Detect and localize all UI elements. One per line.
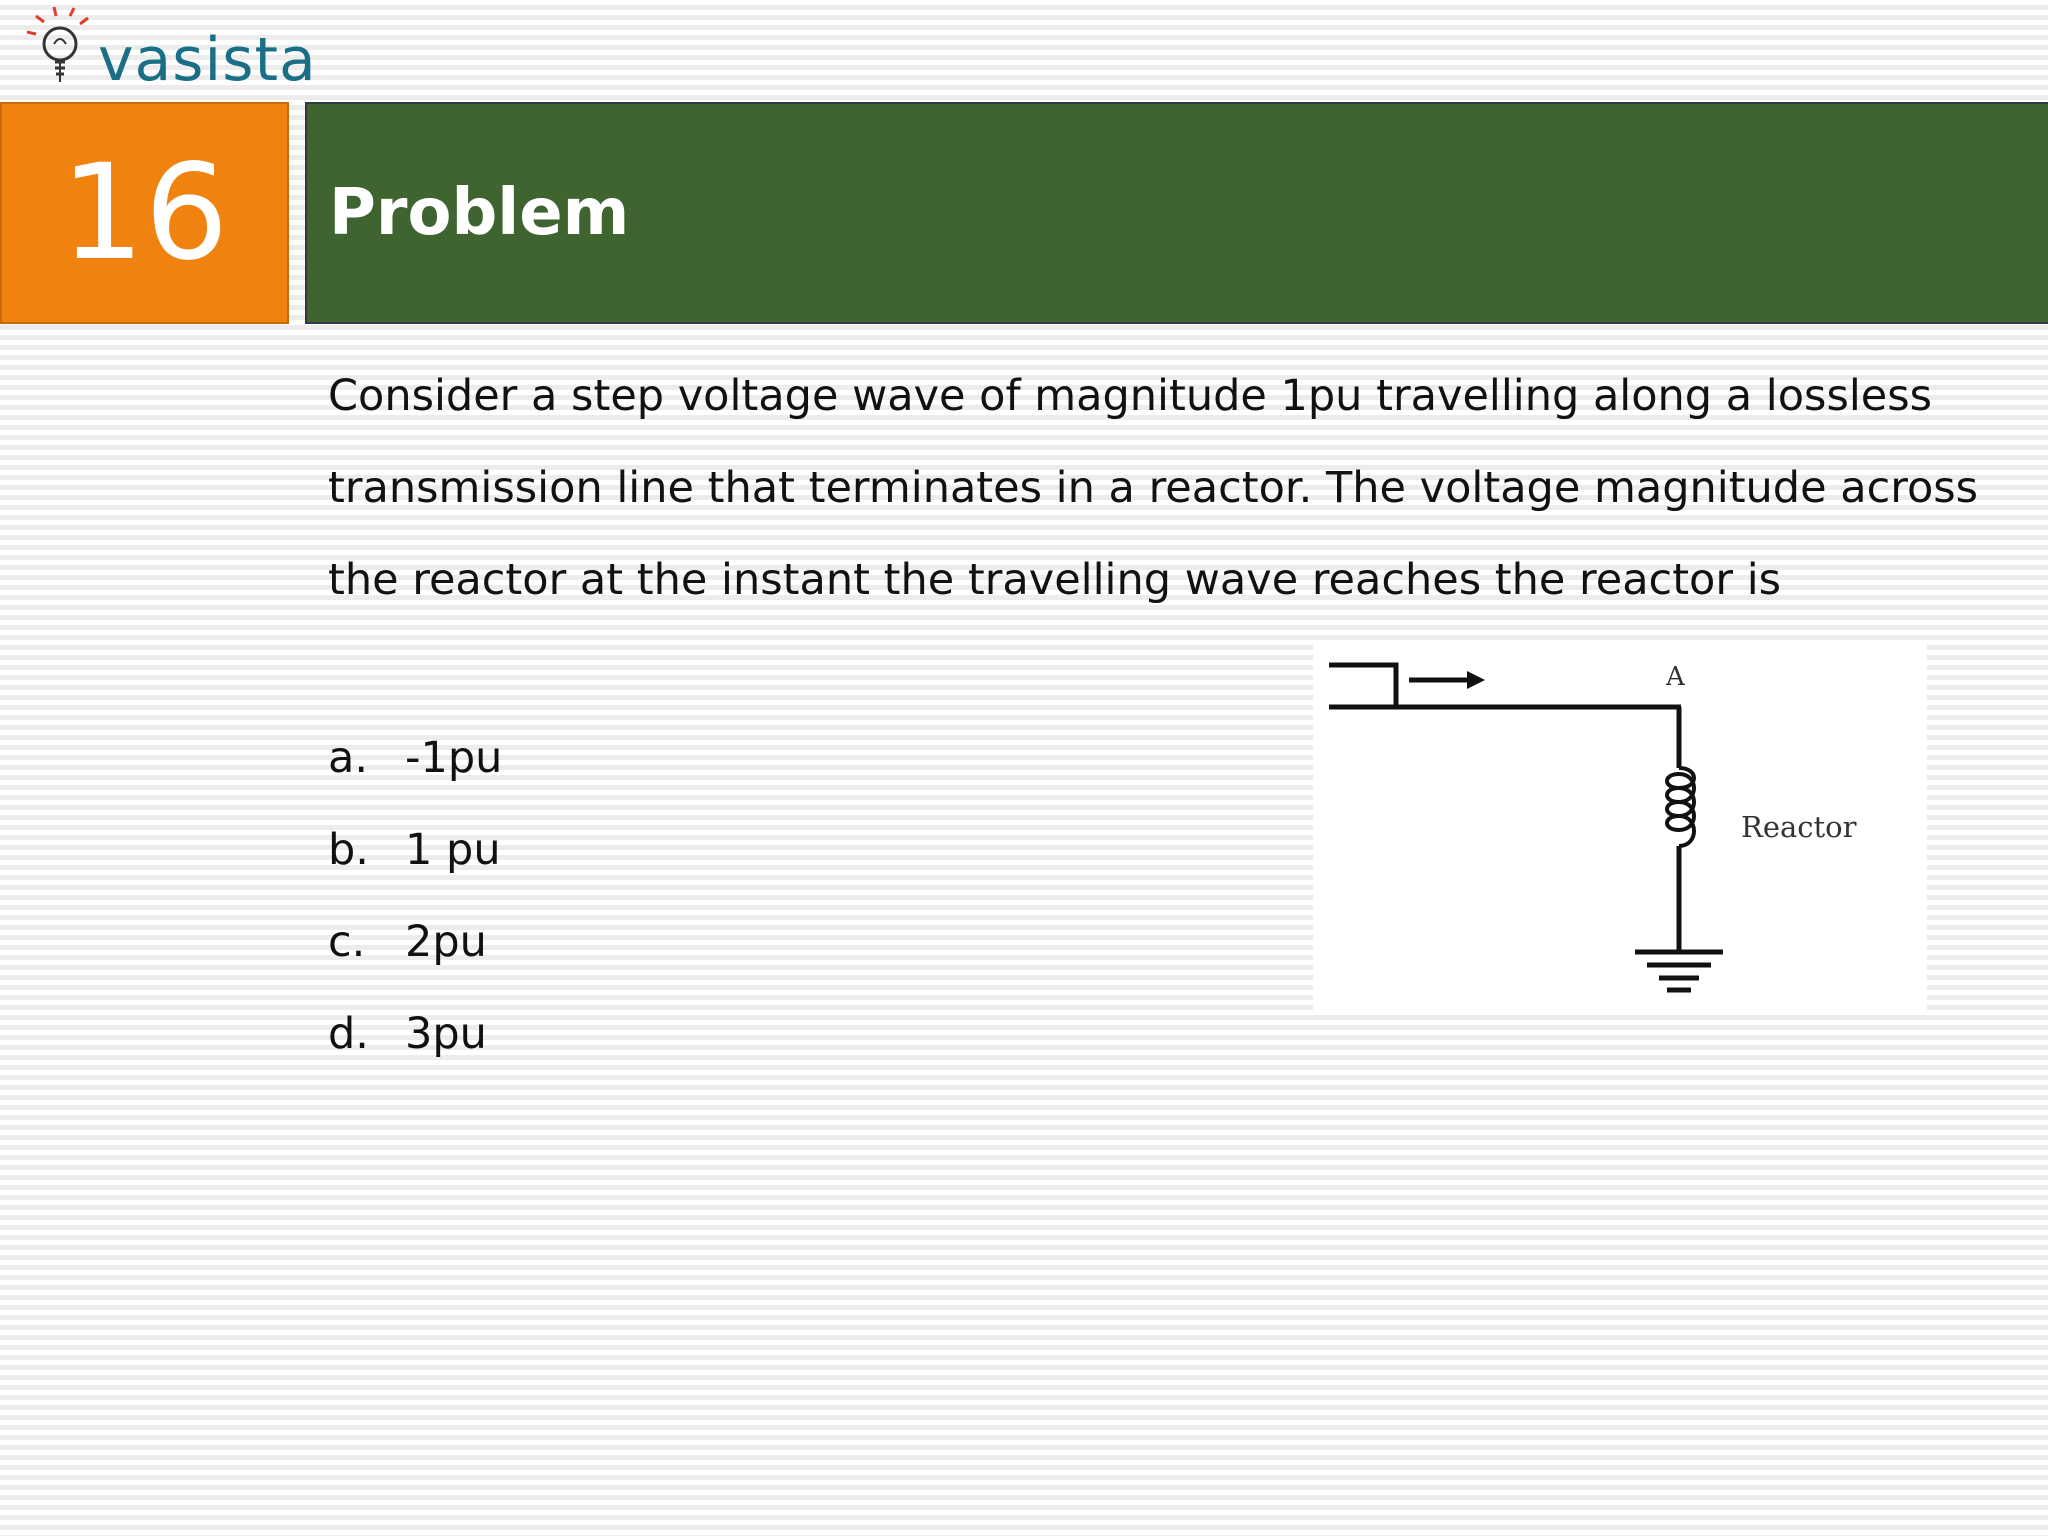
lightbulb-icon	[22, 4, 102, 99]
option-text: 2pu	[405, 917, 487, 967]
option-a	[328, 712, 502, 804]
option-text: -1pu	[405, 733, 503, 783]
ground-icon	[1635, 952, 1723, 990]
circuit-diagram	[1313, 640, 1927, 1012]
option-b	[328, 804, 502, 896]
right-arrow-icon	[1409, 671, 1485, 689]
question-text: Consider a step voltage wave of magnitude 1pu travelling along a lossless transmission line that terminates in a reactor. The voltage magnitude across the reactor at the instant the travelling wave reaches the reactor is	[328, 371, 1979, 605]
title-bar	[305, 102, 2048, 324]
slide-number: 16	[60, 136, 229, 290]
inductor-coil-icon	[1667, 768, 1694, 846]
option-letter: d.	[328, 1009, 369, 1059]
option-text: 1 pu	[405, 825, 501, 875]
step-wave-icon	[1329, 665, 1396, 707]
answer-options	[328, 712, 502, 1080]
slide-title: Problem	[329, 176, 630, 250]
circuit-svg	[1313, 640, 1927, 1012]
slide-number-box	[0, 102, 289, 324]
option-letter: b.	[328, 825, 369, 875]
vasista-logo	[22, 4, 317, 99]
option-d	[328, 988, 502, 1080]
component-label-reactor: Reactor	[1741, 810, 1857, 844]
option-letter: c.	[328, 917, 366, 967]
logo-text: vasista	[98, 25, 317, 95]
option-letter: a.	[328, 733, 369, 783]
node-label-a: A	[1666, 662, 1685, 692]
option-c	[328, 896, 502, 988]
option-text: 3pu	[405, 1009, 487, 1059]
